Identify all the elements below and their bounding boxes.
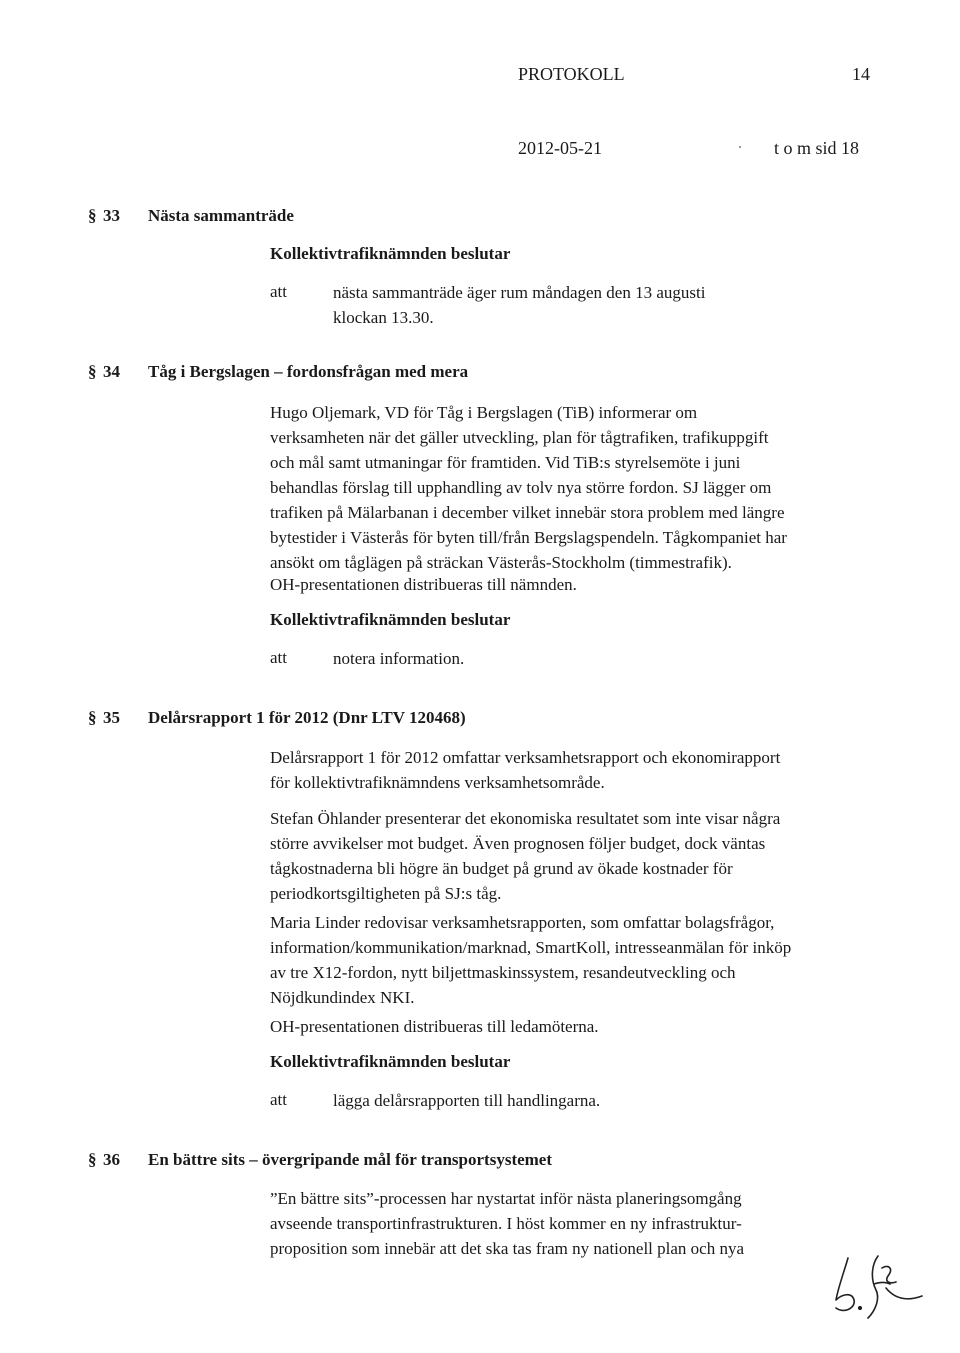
decision-line: nästa sammanträde äger rum måndagen den 13 augusti — [333, 283, 706, 302]
paragraph-line: avseende transportinfrastrukturen. I höst kommer en ny infrastruktur- — [270, 1214, 742, 1233]
section-symbol: § — [88, 708, 97, 727]
page-number: 14 — [852, 64, 870, 84]
section-paragraph — [270, 745, 870, 795]
decision-att: att — [270, 648, 287, 667]
section-paragraph — [270, 400, 870, 575]
section-symbol: § — [88, 1150, 97, 1169]
paragraph-line: behandlas förslag till upphandling av tolv nya större fordon. SJ lägger om — [270, 478, 772, 497]
decision-att: att — [270, 1090, 287, 1109]
scan-speck — [739, 146, 741, 148]
section-symbol: § — [88, 206, 97, 225]
section-number: 34 — [103, 362, 120, 381]
paragraph-line: ”En bättre sits”-processen har nystartat inför nästa planeringsomgång — [270, 1189, 742, 1208]
paragraph-line: Stefan Öhlander presenterar det ekonomiska resultatet som inte visar några — [270, 809, 781, 828]
paragraph-line: tågkostnaderna bli högre än budget på grund av ökade kostnader för — [270, 859, 733, 878]
section-symbol: § — [88, 362, 97, 381]
paragraph-line: ansökt om tåglägen på sträckan Västerås-Stockholm (timmestrafik). — [270, 553, 732, 572]
paragraph-line: större avvikelser mot budget. Även prognosen följer budget, dock väntas — [270, 834, 766, 853]
decision-heading: Kollektivtrafiknämnden beslutar — [270, 1052, 511, 1071]
presentation-note: OH-presentationen distribueras till ledamöterna. — [270, 1017, 599, 1036]
handwritten-initials-signature — [826, 1238, 926, 1328]
paragraph-line: och mål samt utmaningar för framtiden. Vid TiB:s styrelsemöte i juni — [270, 453, 741, 472]
section-number: 33 — [103, 206, 120, 225]
paragraph-line: proposition som innebär att det ska tas fram ny nationell plan och nya — [270, 1239, 744, 1258]
paragraph-line: för kollektivtrafiknämndens verksamhetsområde. — [270, 773, 605, 792]
section-paragraph — [270, 806, 870, 906]
section-title: Delårsrapport 1 för 2012 (Dnr LTV 120468) — [148, 708, 466, 727]
paragraph-line: verksamheten när det gäller utveckling, plan för tågtrafiken, trafikuppgift — [270, 428, 769, 447]
section-title: Tåg i Bergslagen – fordonsfrågan med mera — [148, 362, 469, 381]
paragraph-line: Nöjdkundindex NKI. — [270, 988, 415, 1007]
paragraph-line: Hugo Oljemark, VD för Tåg i Bergslagen (TiB) informerar om — [270, 403, 698, 422]
paragraph-line: bytestider i Västerås för byten till/från Bergslagspendeln. Tågkompaniet har — [270, 528, 787, 547]
paragraph-line: periodkortsgiltigheten på SJ:s tåg. — [270, 884, 502, 903]
paragraph-line: Maria Linder redovisar verksamhetsrapporten, som omfattar bolagsfrågor, — [270, 913, 775, 932]
decision-heading: Kollektivtrafiknämnden beslutar — [270, 244, 511, 263]
decision-text — [333, 280, 705, 330]
paragraph-line: information/kommunikation/marknad, SmartKoll, intresseanmälan för inköp — [270, 938, 792, 957]
section-paragraph — [270, 1186, 870, 1261]
document-title: PROTOKOLL — [518, 64, 625, 84]
section-number: 36 — [103, 1150, 120, 1169]
decision-text: notera information. — [333, 649, 465, 668]
decision-att: att — [270, 282, 287, 301]
presentation-note: OH-presentationen distribueras till nämnden. — [270, 575, 577, 594]
section-title: En bättre sits – övergripande mål för transportsystemet — [148, 1150, 553, 1169]
section-title: Nästa sammanträde — [148, 206, 294, 225]
section-paragraph — [270, 910, 870, 1010]
decision-heading: Kollektivtrafiknämnden beslutar — [270, 610, 511, 629]
section-number: 35 — [103, 708, 120, 727]
paragraph-line: av tre X12-fordon, nytt biljettmaskinssystem, resandeutveckling och — [270, 963, 736, 982]
decision-line: klockan 13.30. — [333, 308, 434, 327]
paragraph-line: trafiken på Mälarbanan i december vilket innebär stora problem med längre — [270, 503, 785, 522]
meeting-date: 2012-05-21 — [518, 138, 602, 158]
page-range: t o m sid 18 — [774, 138, 860, 158]
decision-text: lägga delårsrapporten till handlingarna. — [333, 1091, 601, 1110]
paragraph-line: Delårsrapport 1 för 2012 omfattar verksamhetsrapport och ekonomirapport — [270, 748, 781, 767]
